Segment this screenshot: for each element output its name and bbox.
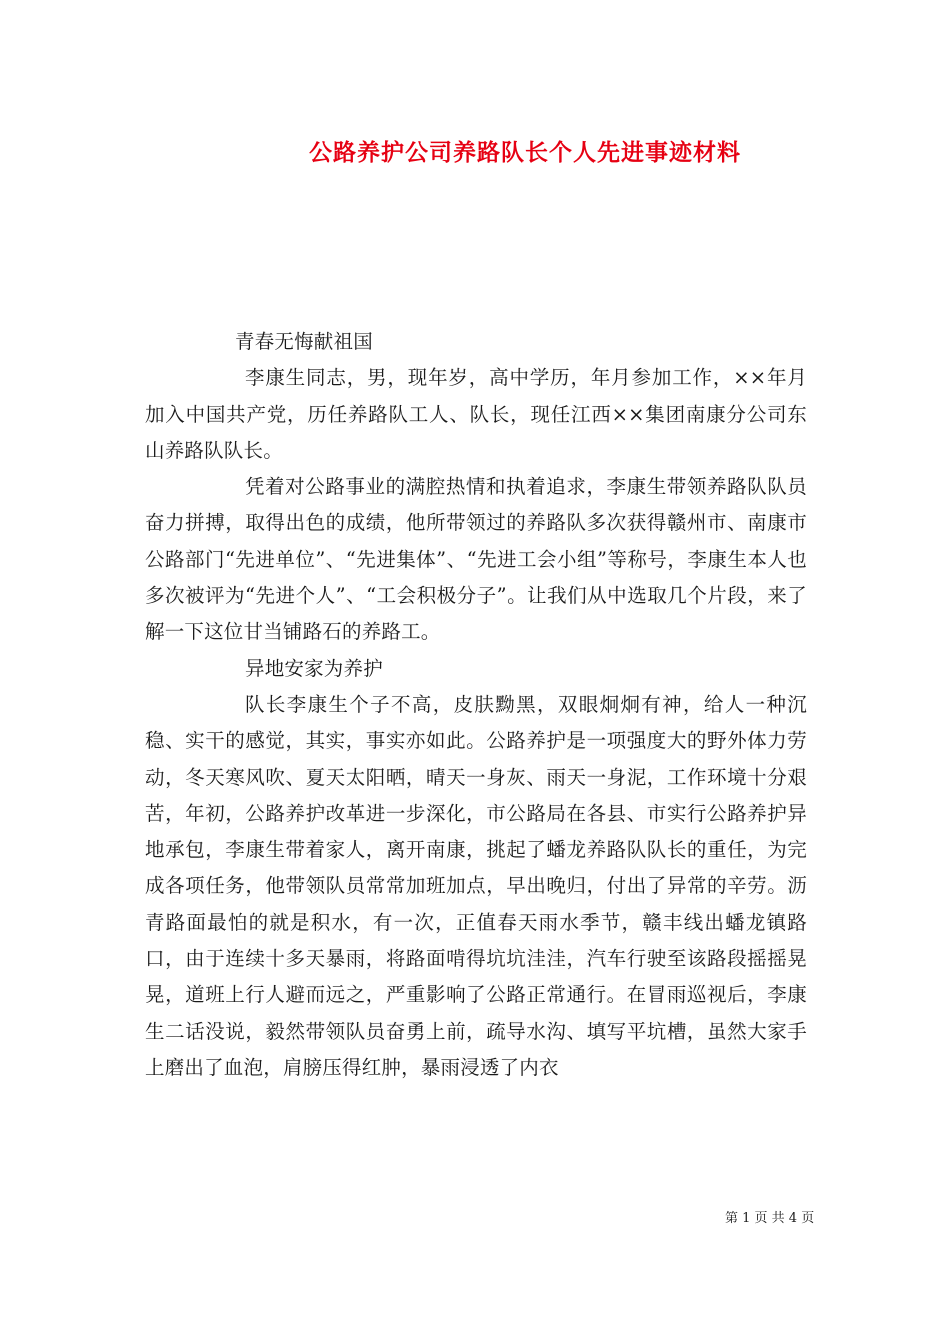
paragraph-3: 队长李康生个子不高，皮肤黝黑，双眼炯炯有神，给人一种沉稳、实干的感觉，其实，事实亦如此。公路养护是一项强度大的野外体力劳动，冬天寒风吹、夏天太阳晒，晴天一身灰、雨天一身泥，工作环境十分艰苦，年初，公路养护改革进一步深化，市公路局在各县、市实行公路养护异地承包，李康生带着家人，离开南康，挑起了蟠龙养路队队长的重任，为完成各项任务，他带领队员常常加班加点，早出晚归，付出了异常的辛劳。沥青路面最怕的就是积水，有一次，正值春天雨水季节，赣丰线出蟠龙镇路口，由于连续十多天暴雨，将路面啃得坑坑洼洼，汽车行驶至该路段摇摇晃晃，道班上行人避而远之，严重影响了公路正常通行。在冒雨巡视后，李康生二话没说，毅然带领队员奋勇上前，疏导水沟、填写平坑槽，虽然大家手上磨出了血泡，肩膀压得红肿，暴雨浸透了内衣 (145, 692, 807, 1079)
paragraph-1: 李康生同志，男，现年岁，高中学历，年月参加工作，××年月加入中国共产党，历任养路队工人、队长，现任江西××集团南康分公司东山养路队队长。 (145, 366, 807, 462)
document-title: 公路养护公司养路队长个人先进事迹材料 (309, 139, 741, 166)
document-body (145, 324, 807, 1086)
paragraph-2: 凭着对公路事业的满腔热情和执着追求，李康生带领养路队队员奋力拼搏，取得出色的成绩，他所带领过的养路队多次获得赣州市、南康市公路部门“先进单位”、“先进集体”、“先进工会小组”等称号，李康生本人也多次被评为“先进个人”、“工会积极分子”。让我们从中选取几个片段，来了解一下这位甘当铺路石的养路工。 (145, 475, 807, 644)
page-number: 第 1 页 共 4 页 (725, 1211, 815, 1226)
section-heading-1: 青春无悔献祖国 (235, 330, 373, 353)
section-heading-2: 异地安家为养护 (245, 656, 383, 680)
